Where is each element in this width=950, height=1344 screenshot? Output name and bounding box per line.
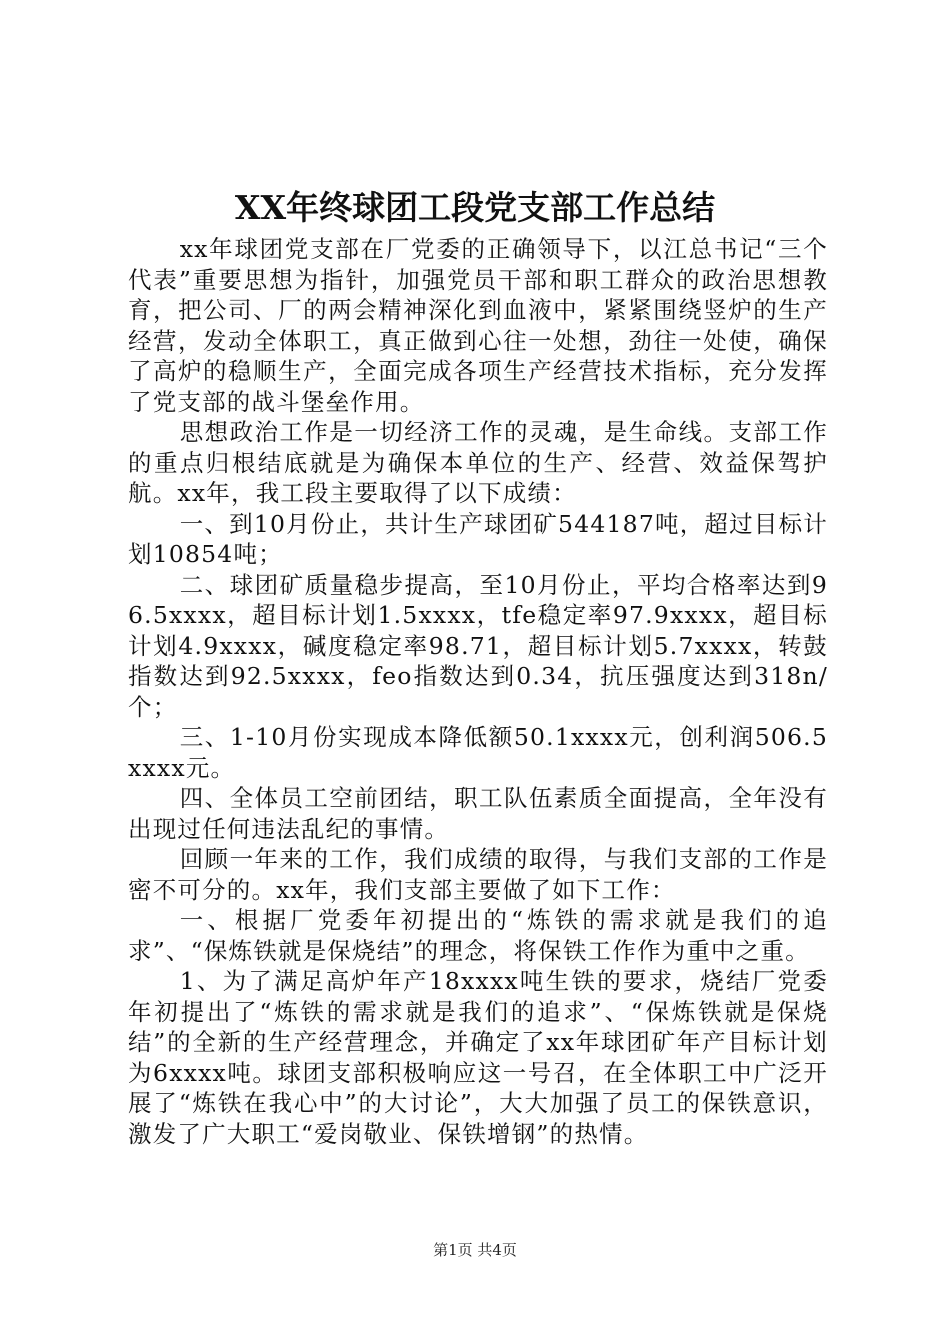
document-title: XX年终球团工段党支部工作总结: [234, 188, 716, 227]
paragraph-achievement-3: 三、1-10月份实现成本降低额50.1xxxx元，创利润506.5xxxx元。: [128, 723, 828, 782]
paragraph-achievement-1: 一、到10月份止，共计生产球团矿544187吨，超过目标计划10854吨；: [128, 509, 828, 568]
paragraph-intro: xx年球团党支部在厂党委的正确领导下，以江总书记“三个代表”重要思想为指针，加强党员干部和职工群众的政治思想教育，把公司、厂的两会精神深化到血液中，紧紧围绕竖炉的生产经营，发动全体职工，真正做到心往一处想，劲往一处使，确保了高炉的稳顺生产，全面完成各项生产经营技术指标，充分发挥了党支部的战斗堡垒作用。: [128, 235, 828, 416]
paragraph-achievement-2: 二、球团矿质量稳步提高，至10月份止，平均合格率达到96.5xxxx，超目标计划1.5xxxx，tfe稳定率97.9xxxx，超目标计划4.9xxxx，碱度稳定率98.71，超目标计划5.7xxxx，转鼓指数达到92.5xxxx，feo指数达到0.34，抗压强度达到318n/个；: [128, 570, 828, 721]
paragraph-work-1-1: 1、为了满足高炉年产18xxxx吨生铁的要求，烧结厂党委年初提出了“炼铁的需求就是我们的追求”、“保炼铁就是保烧结”的全新的生产经营理念，并确定了xx年球团矿年产目标计划为6xxxx吨。球团支部积极响应这一号召，在全体职工中广泛开展了“炼铁在我心中”的大讨论”，大大加强了员工的保铁意识，激发了广大职工“爱岗敬业、保铁增钢”的热情。: [128, 967, 828, 1148]
paragraph-ideology: 思想政治工作是一切经济工作的灵魂，是生命线。支部工作的重点归根结底就是为确保本单位的生产、经营、效益保驾护航。xx年，我工段主要取得了以下成绩：: [128, 418, 828, 507]
paragraph-work-1: 一、根据厂党委年初提出的“炼铁的需求就是我们的追求”、“保炼铁就是保烧结”的理念，将保铁工作作为重中之重。: [128, 906, 828, 965]
paragraph-achievement-4: 四、全体员工空前团结，职工队伍素质全面提高，全年没有出现过任何违法乱纪的事情。: [128, 784, 828, 843]
document-body: [128, 234, 828, 1149]
page-number: 第1页 共4页: [433, 1241, 517, 1259]
paragraph-review: 回顾一年来的工作，我们成绩的取得，与我们支部的工作是密不可分的。xx年，我们支部主要做了如下工作：: [128, 845, 828, 904]
